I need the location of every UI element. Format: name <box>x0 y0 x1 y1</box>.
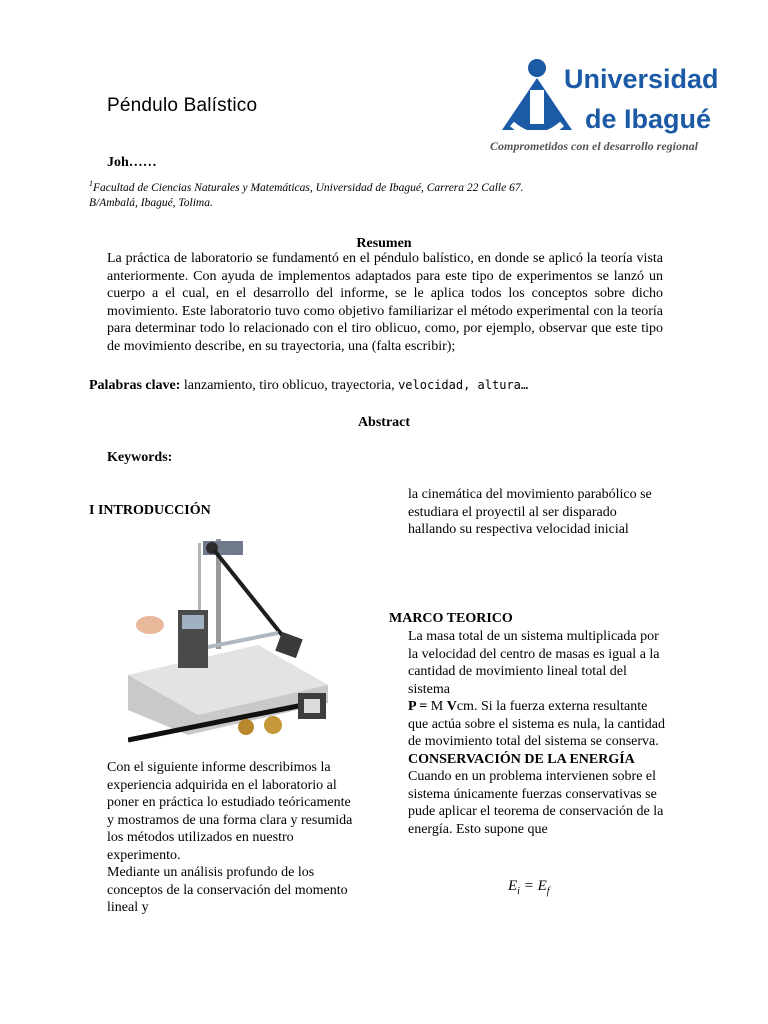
marco-teorico-text: La masa total de un sistema multiplicada por la velocidad del centro de masas es igual a la cantidad de movimiento lineal total del sistema P = M Vcm. Si la fuerza externa resultante que actúa sobre el sistema es nula, la cantidad de movimiento total del sistema se conserva. CONSERVACIÓN DE LA ENERGÍA Cuando en un problema intervienen sobre el sistema únicamente fuerzas conservativas se pude aplicar el teorema de conservación de la energía. Esto supone que <box>408 628 670 838</box>
energy-equation: $E_i = E_f$ <box>508 878 550 897</box>
author-affiliation: $^1$Facultad de Ciencias Naturales y Matemáticas, Universidad de Ibagué, Carrera 22 Calle 67. B/Ambalá, Ibagué, Tolima. <box>89 179 524 209</box>
university-logo <box>490 58 740 158</box>
resumen-text: La práctica de laboratorio se fundamentó en el péndulo balístico, en donde se aplicó la teoría vista anteriormente. Con ayuda de implementos adaptados para este tipo de experimentos se lanzó un cuerpo a el cual, en el desarrollo del informe, se le aplica todos los conceptos sobre dicho movimiento. Este laboratorio tuvo como objetivo familiarizar el método experimental con la teoría para determinar todo lo relacionado con el tiro oblicuo, como, por ejemplo, observar que este tipo de movimiento describe, en su trayectoria, una (falta escribir); <box>107 251 663 354</box>
resumen-heading: Resumen <box>356 236 412 251</box>
intro-continuation: la cinemática del movimiento parabólico se estudiara el proyectil al ser disparado hallando su respectiva velocidad inicial <box>408 487 652 537</box>
introduction-heading: I INTRODUCCIÓN <box>89 503 211 518</box>
author-name: Joh…… <box>107 155 157 170</box>
intro-text: Con el siguiente informe describimos la experiencia adquirida en el laboratorio al poner en práctica lo estudiado teóricamente y mostramos de una forma clara y resumida los métodos utilizados en nuestro experimento. Mediante un análisis profundo de los conceptos de la conservación del momento lineal y <box>107 760 353 915</box>
keywords-label: Keywords: <box>107 450 173 465</box>
ballistic-pendulum-photo <box>128 535 368 755</box>
svg-text:de Ibagué: de Ibagué <box>585 104 712 134</box>
svg-text:Universidad: Universidad <box>564 64 719 94</box>
document-title: Péndulo Balístico <box>107 95 258 116</box>
conservacion-energia-heading: CONSERVACIÓN DE LA ENERGÍA <box>408 751 635 767</box>
marco-teorico-heading: MARCO TEORICO <box>389 611 513 626</box>
abstract-heading: Abstract <box>357 415 411 430</box>
svg-text:Comprometidos con el desarroll: Comprometidos con el desarrollo regional <box>490 139 699 153</box>
palabras-clave: Palabras clave: lanzamiento, tiro oblicuo, trayectoria, velocidad, altura… <box>89 378 529 393</box>
